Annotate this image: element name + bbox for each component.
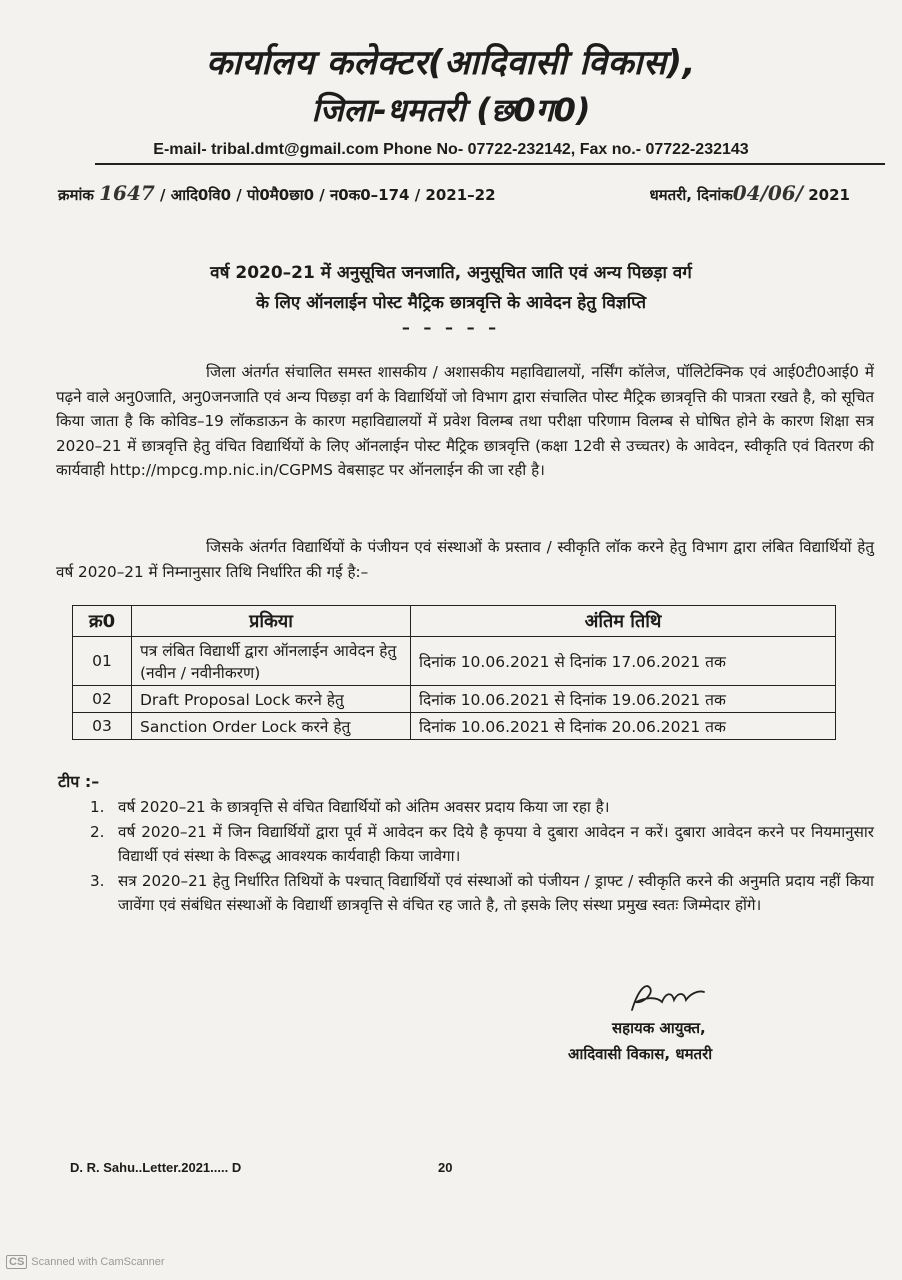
note-text: वर्ष 2020–21 में जिन विद्यार्थियों द्वारा पूर्व में आवेदन कर दिये है कृपया वे दुबारा आवेदन न करें। दुबारा आवेदन करने पर नियमानुसार विद्यार्थी एवं संस्था के विरूद्ध आवश्यक कार्यवाही किया जावेगा।: [118, 822, 874, 865]
handwritten-reference-number: 1647: [99, 181, 155, 205]
paragraph-2-text: जिसके अंतर्गत विद्यार्थियों के पंजीयन एवं संस्थाओं के प्रस्ताव / स्वीकृति लॉक करने हेतु विभाग द्वारा लंबित विद्यार्थियों हेतु वर्ष 2020–21 में निम्नानुसार तिथि निर्धारित की गई है:–: [56, 538, 874, 581]
reference-code: / आदि0वि0 / पो0मै0छा0 / न0क0–174 / 2021–22: [160, 186, 496, 204]
row-deadline: दिनांक 10.06.2021 से दिनांक 19.06.2021 तक: [411, 686, 836, 713]
office-name-line2: जिला-धमतरी (छ0ग0): [311, 91, 591, 129]
table-row: [73, 686, 836, 713]
footer-file-reference: D. R. Sahu..Letter.2021..... D: [70, 1160, 242, 1175]
handwritten-signature: [628, 980, 708, 1016]
contact-details: E-mail- tribal.dmt@gmail.com Phone No- 07722-232142, Fax no.- 07722-232143: [153, 141, 749, 158]
note-number: 1.: [90, 798, 105, 816]
office-name-line1: कार्यालय कलेक्टर(आदिवासी विकास),: [206, 43, 696, 83]
notes-label: टीप :–: [58, 772, 100, 791]
note-number: 2.: [90, 822, 105, 841]
notice-heading-line1: वर्ष 2020–21 में अनुसूचित जनजाति, अनुसूचित जाति एवं अन्य पिछड़ा वर्ग: [210, 263, 692, 283]
notice-heading: [0, 258, 902, 318]
note-number: 3.: [90, 871, 105, 890]
signatory-office: आदिवासी विकास, धमतरी: [568, 1045, 713, 1063]
date-year: 2021: [808, 186, 850, 204]
note-text: सत्र 2020–21 हेतु निर्धारित तिथियों के पश्चात् विद्यार्थियों एवं संस्थाओं को पंजीयन / ड्राफ्ट / स्वीकृति करने की अनुमति प्रदाय नहीं किया जावेंगा एवं संबंधित संस्थाओं के विद्यार्थी छात्रवृत्ति से वंचित रह जाते है, तो इसके लिए संस्था प्रमुख स्वतः जिम्मेदार होंगे।: [118, 871, 874, 914]
notice-heading-line2: के लिए ऑनलाईन पोस्ट मैट्रिक छात्रवृत्ति के आवेदन हेतु विज्ञप्ति: [255, 293, 647, 313]
list-item: [90, 795, 874, 820]
header-deadline: अंतिम तिथि: [411, 606, 836, 637]
schedule-table: [72, 605, 836, 740]
header-process: प्रकिया: [132, 606, 411, 637]
body-paragraph-2: [56, 535, 874, 584]
header-serial: क्र0: [73, 606, 132, 637]
row-deadline: दिनांक 10.06.2021 से दिनांक 17.06.2021 तक: [411, 637, 836, 686]
row-process: पत्र लंबित विद्यार्थी द्वारा ऑनलाईन आवेदन हेतु (नवीन / नवीनीकरण): [132, 637, 411, 686]
date-line: [649, 181, 850, 205]
schedule-header-row: [73, 606, 836, 637]
watermark-text: Scanned with CamScanner: [31, 1256, 165, 1268]
table-row: [73, 637, 836, 686]
signatory-designation: सहायक आयुक्त,: [612, 1019, 706, 1037]
date-prefix: धमतरी, दिनांक: [649, 186, 733, 204]
row-process: Draft Proposal Lock करने हेतु: [132, 686, 411, 713]
letterhead-rule: [95, 163, 885, 165]
note-text: वर्ष 2020–21 के छात्रवृत्ति से वंचित विद्यार्थियों को अंतिम अवसर प्रदाय किया जा रहा है।: [118, 798, 610, 816]
camscanner-logo-icon: CS: [6, 1255, 27, 1269]
table-row: [73, 713, 836, 740]
reference-label: क्रमांक: [58, 186, 94, 204]
list-item: [90, 820, 874, 869]
list-item: [90, 869, 874, 918]
row-process: Sanction Order Lock करने हेतु: [132, 713, 411, 740]
handwritten-date: 04/06/: [732, 181, 804, 205]
page-number: 20: [438, 1160, 453, 1175]
heading-dashes: – – – – –: [401, 318, 501, 337]
body-paragraph-1: [56, 360, 874, 483]
scanner-watermark: [6, 1255, 165, 1269]
row-serial: 01: [73, 637, 132, 686]
row-serial: 02: [73, 686, 132, 713]
row-serial: 03: [73, 713, 132, 740]
paragraph-1-text: जिला अंतर्गत संचालित समस्त शासकीय / अशासकीय महाविद्यालयों, नर्सिंग कॉलेज, पॉलिटेक्निक एवं आई0टी0आई0 में पढ़ने वाले अनु0जाति, अनु0जनजाति एवं अन्य पिछड़ा वर्ग के विद्यार्थियों जो विभाग द्वारा संचालित पोस्ट मैट्रिक छात्रवृत्ति की पात्रता रखते है, को सूचित किया जाता है कि कोविड–19 लॉकडाऊन के कारण महाविद्यालयों में प्रवेश विलम्ब तथा परीक्षा परिणाम विलम्ब से घोषित होने के कारण शिक्षा सत्र 2020–21 में छात्रवृत्ति हेतु वंचित विद्यार्थियों के लिए ऑनलाईन पोस्ट मैट्रिक छात्रवृत्ति (कक्षा 12वी से उच्चतर) के आवेदन, स्वीकृति एवं वितरण की कार्यवाही http://mpcg.mp.nic.in/CGPMS वेबसाइट पर ऑनलाईन की जा रही है।: [56, 363, 874, 479]
notes-list: [90, 795, 874, 918]
reference-line: [58, 181, 496, 205]
row-deadline: दिनांक 10.06.2021 से दिनांक 20.06.2021 तक: [411, 713, 836, 740]
